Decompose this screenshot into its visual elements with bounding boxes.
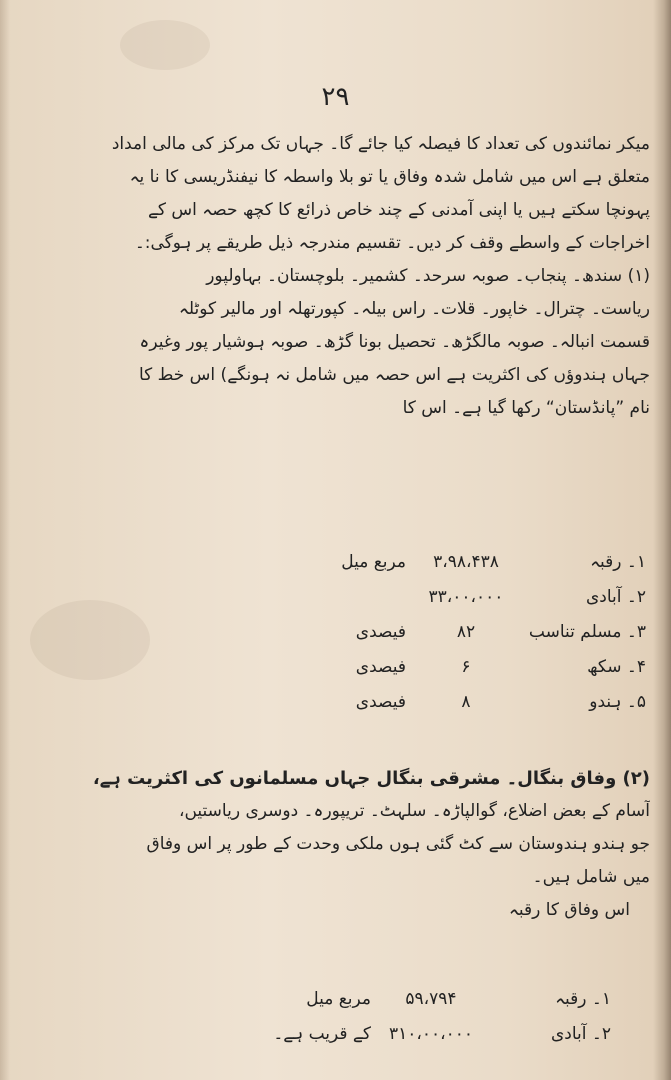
page-left-shadow (0, 0, 10, 1080)
text-line: (۱) سندھ۔ پنجاب۔ صوبہ سرحد۔ کشمیر۔ بلوچستان۔ بہاولپور (206, 266, 650, 286)
stat-value: ۳۳،۰۰،۰۰۰ (428, 587, 504, 607)
stat-label: ۱۔ رقبہ (555, 989, 611, 1009)
stat-row-muslim-ratio (286, 615, 646, 650)
text-line: اخراجات کے واسطے وقف کر دیں۔ تقسیم مندرجہ ذیل طریقے پر ہوگی:۔ (134, 233, 650, 253)
stat-row-population (286, 580, 646, 615)
text-line: اس وفاق کا رقبہ (508, 900, 630, 920)
stat-unit: کے قریب ہے۔ (273, 1024, 371, 1044)
section-1-text (60, 128, 650, 425)
text-line: ریاست۔ چترال۔ خاپور۔ قلات۔ راس بیلہ۔ کپورتھلہ اور مالیر کوٹلہ (178, 299, 650, 319)
pakistan-statistics (286, 545, 646, 720)
stat-row-hindu (286, 685, 646, 720)
section-heading: (۲) وفاق بنگال۔ مشرقی بنگال جہاں مسلمانوں کی اکثریت ہے، (92, 768, 650, 789)
page-binding-shadow (653, 0, 671, 1080)
stat-value: ۸۲ (456, 622, 476, 642)
stat-label: ۴۔ سکھ (587, 657, 646, 677)
paper-stain (30, 600, 150, 680)
stat-unit (306, 580, 406, 615)
text-line: جو ہندو ہندوستان سے کٹ گئی ہوں ملکی وحدت کے طور پر اس وفاق (146, 834, 650, 854)
text-line: قسمت انبالہ۔ صوبہ مالگڑھ۔ تحصیل بونا گڑھ۔ صوبہ ہوشیار پور وغیرہ (139, 332, 650, 352)
stat-label: ۳۔ مسلم تناسب (528, 622, 646, 642)
stat-row-area (251, 982, 611, 1017)
paper-stain (120, 20, 210, 70)
page-number: ۲۹ (321, 82, 350, 112)
stat-value: ۶ (461, 657, 471, 677)
stat-unit: مربع میل (341, 552, 406, 572)
text-line: میں شامل ہیں۔ (532, 867, 650, 887)
stat-value: ۵۹،۷۹۴ (405, 989, 457, 1009)
text-line: میکر نمائندوں کی تعداد کا فیصلہ کیا جائے گا۔ جہاں تک مرکز کی مالی امداد (111, 134, 650, 154)
bengal-statistics (251, 982, 611, 1052)
stat-label: ۲۔ آبادی (550, 1024, 611, 1044)
stat-label: ۱۔ رقبہ (590, 552, 646, 572)
stat-unit: فیصدی (355, 692, 406, 712)
stat-row-area (286, 545, 646, 580)
stat-unit: فیصدی (355, 657, 406, 677)
stat-unit: فیصدی (355, 622, 406, 642)
text-line: جہاں ہندوؤں کی اکثریت ہے اس حصہ میں شامل نہ ہونگے) اس خط کا (138, 365, 650, 385)
section-2-text (60, 762, 650, 927)
stat-row-sikh (286, 650, 646, 685)
text-line: آسام کے بعض اضلاع، گوالپاڑہ۔ سلہٹ۔ تریپورہ۔ دوسری ریاستیں، (178, 801, 650, 821)
stat-value: ۸ (461, 692, 471, 712)
text-line: متعلق ہے اس میں شامل شدہ وفاق یا تو بلا واسطہ کا نیفنڈریسی کا نا یہ (129, 167, 650, 187)
stat-label: ۲۔ آبادی (585, 587, 646, 607)
stat-row-population (251, 1017, 611, 1052)
stat-value: ۳۱۰،۰۰،۰۰۰ (388, 1024, 474, 1044)
stat-label: ۵۔ ہندو (589, 692, 646, 712)
stat-value: ۳،۹۸،۴۳۸ (433, 552, 499, 572)
text-line: نام ”پانڈستان“ رکھا گیا ہے۔ اس کا (402, 398, 650, 418)
stat-unit: مربع میل (306, 989, 371, 1009)
text-line: پہونچا سکتے ہیں یا اپنی آمدنی کے چند خاص ذرائع کا کچھ حصہ اس کے (147, 200, 650, 220)
